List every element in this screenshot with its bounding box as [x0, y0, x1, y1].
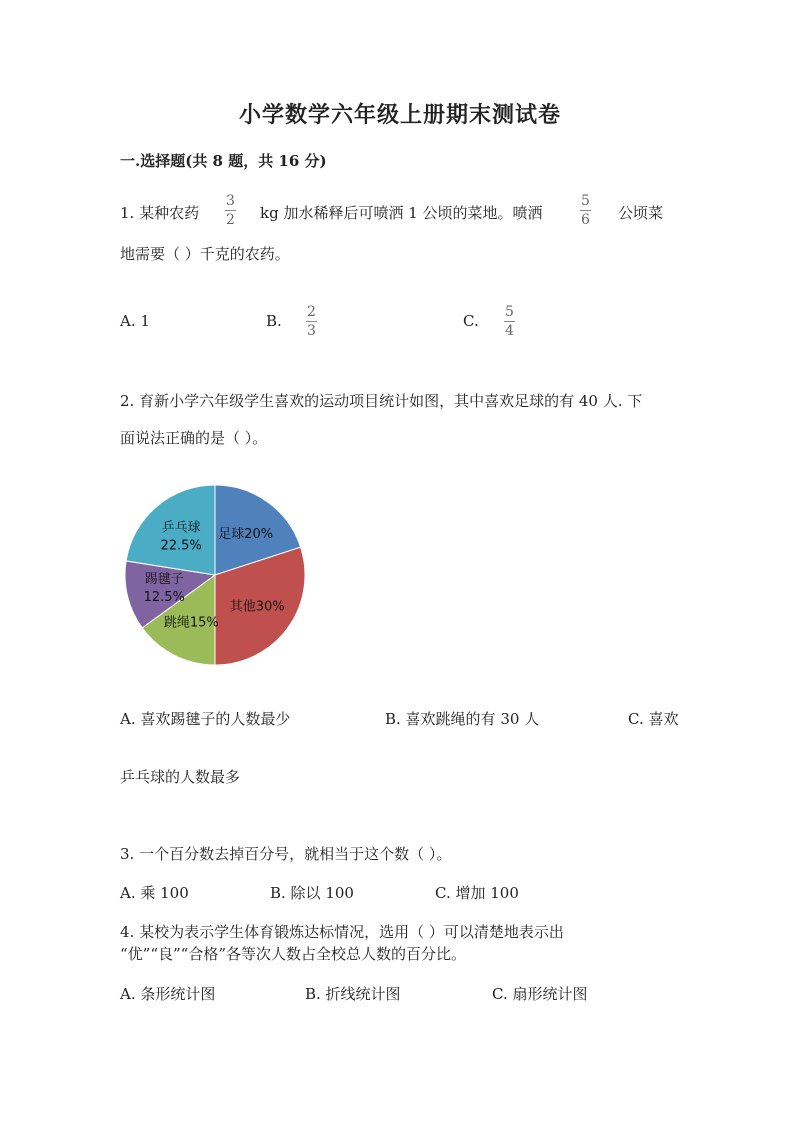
q4-option-a: A. 条形统计图 [120, 985, 216, 1003]
pie-label-2: 跳绳15% [163, 615, 219, 631]
q2-text-line2: 面说法正确的是（ ）。 [120, 429, 268, 447]
q1-text-part2: kg 加水稀释后可喷洒 1 公顷的菜地。喷洒 [260, 204, 543, 222]
pie-label-4: 乒乓球 [161, 520, 201, 536]
q1-optb-numerator: 2 [307, 304, 316, 320]
fraction-bar [580, 210, 591, 211]
q4-text-line2: “优”“良”“合格”各等次人数占全校总人数的百分比。 [120, 945, 467, 963]
q2-option-b: B. 喜欢跳绳的有 30 人 [385, 710, 540, 728]
q1-frac2-numerator: 5 [581, 193, 590, 209]
q1-fraction-2 [580, 193, 591, 228]
q1-option-b-fraction [306, 304, 317, 339]
fraction-bar [225, 210, 236, 211]
q3-text: 3. 一个百分数去掉百分号，就相当于这个数（ ）。 [120, 845, 452, 863]
q2-option-a: A. 喜欢踢毽子的人数最少 [120, 710, 291, 728]
q4-option-c: C. 扇形统计图 [492, 985, 588, 1003]
q1-frac2-denominator: 6 [581, 212, 590, 228]
q3-option-c: C. 增加 100 [435, 884, 519, 902]
q2-option-c-continued: 乒乓球的人数最多 [120, 768, 241, 786]
q1-option-c-fraction [504, 304, 515, 339]
q3-option-b: B. 除以 100 [270, 884, 354, 902]
q1-option-c-label: C. [463, 312, 479, 330]
section-heading: 一.选择题(共 8 题，共 16 分) [120, 152, 327, 170]
pie-label-1: 其他30% [229, 599, 285, 615]
pie-chart [115, 475, 315, 675]
q2-text-line1: 2. 育新小学六年级学生喜欢的运动项目统计如图，其中喜欢足球的有 40 人. 下 [120, 392, 643, 410]
q4-text-line1: 4. 某校为表示学生体育锻炼达标情况，选用（ ）可以清楚地表示出 [120, 923, 564, 941]
q1-frac1-numerator: 3 [226, 193, 235, 209]
pie-sublabel-4: 22.5% [160, 538, 202, 554]
q1-option-a: A. 1 [120, 312, 150, 330]
pie-label-3: 踢毽子 [144, 572, 184, 588]
q3-option-a: A. 乘 100 [120, 884, 189, 902]
page-title: 小学数学六年级上册期末测试卷 [238, 102, 561, 128]
q1-optc-denominator: 4 [505, 323, 514, 339]
fraction-bar [306, 321, 317, 322]
q4-option-b: B. 折线统计图 [305, 985, 401, 1003]
q1-optb-denominator: 3 [307, 323, 316, 339]
fraction-bar [504, 321, 515, 322]
q1-optc-numerator: 5 [505, 304, 514, 320]
q1-option-b-label: B. [266, 312, 282, 330]
pie-sublabel-3: 12.5% [143, 590, 185, 606]
q1-text-line2: 地需要（ ）千克的农药。 [120, 245, 290, 263]
pie-label-0: 足球20% [218, 526, 274, 542]
q1-fraction-1 [225, 193, 236, 228]
q1-text-part3: 公顷菜 [618, 204, 664, 222]
q1-text-part1: 1. 某种农药 [120, 204, 200, 222]
q2-option-c: C. 喜欢 [628, 710, 679, 728]
q1-frac1-denominator: 2 [226, 212, 235, 228]
